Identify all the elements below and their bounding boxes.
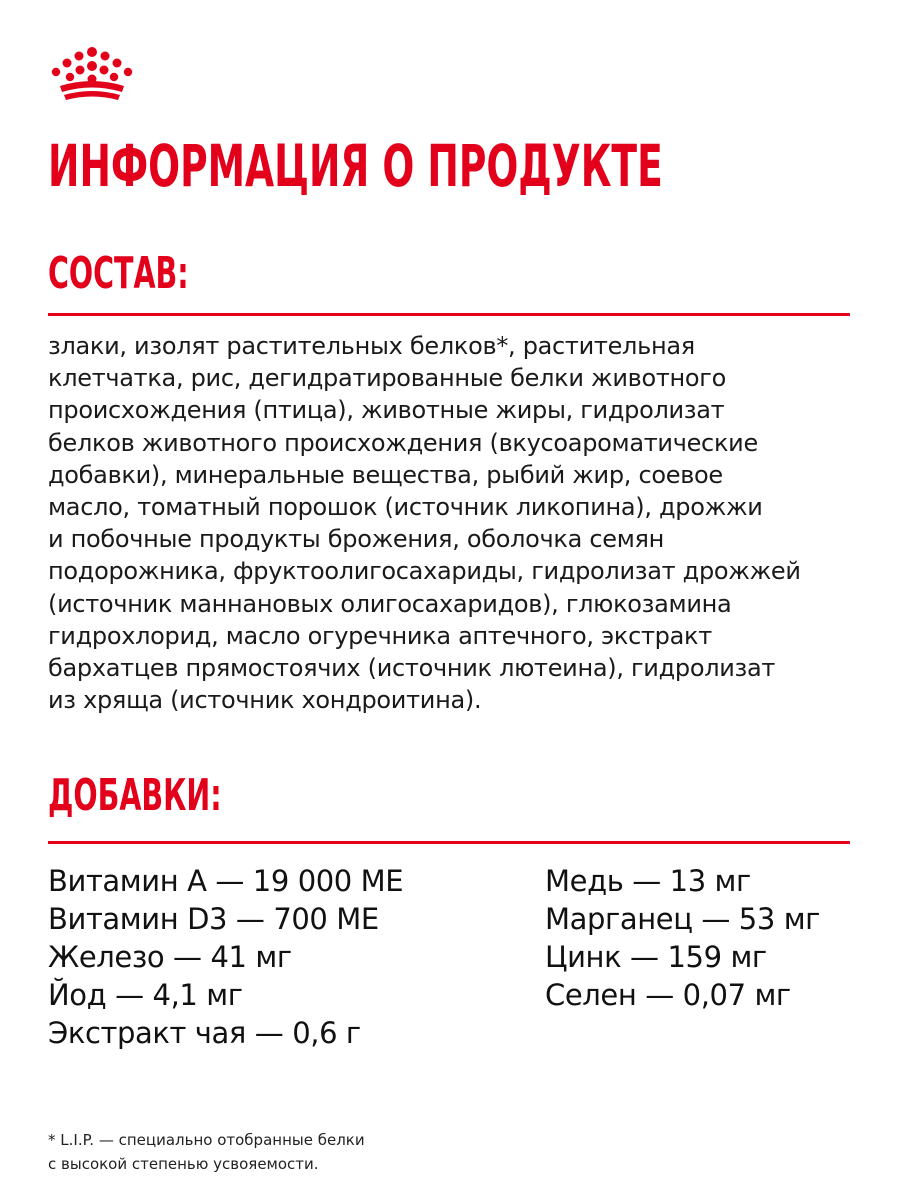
composition-heading: СОСТАВ:	[48, 248, 189, 299]
composition-line: и побочные продукты брожения, оболочка семян	[48, 525, 665, 554]
supplement-item: Витамин D3 — 700 МЕ	[48, 902, 379, 936]
supplement-item: Медь — 13 мг	[545, 864, 751, 898]
composition-line: злаки, изолят растительных белков*, растительная	[48, 332, 695, 360]
supplement-item: Йод — 4,1 мг	[48, 978, 243, 1012]
supplements-heading: ДОБАВКИ:	[48, 770, 222, 821]
composition-divider	[48, 313, 850, 316]
composition-line: масло, томатный порошок (источник ликопина), дрожжи	[48, 493, 763, 522]
page-title: ИНФОРМАЦИЯ О ПРОДУКТЕ	[48, 132, 663, 200]
footnote	[48, 1128, 365, 1176]
supplement-item: Цинк — 159 мг	[545, 940, 767, 974]
supplement-item: Экстракт чая — 0,6 г	[48, 1016, 361, 1050]
composition-text	[48, 330, 868, 716]
footnote-line: с высокой степенью усвояемости.	[48, 1155, 319, 1173]
composition-line: гидрохлорид, масло огуречника аптечного, экстракт	[48, 621, 712, 650]
composition-line: из хряща (источник хондроитина).	[48, 686, 482, 715]
footnote-line: * L.I.P. — специально отобранные белки	[48, 1131, 365, 1149]
supplement-item: Селен — 0,07 мг	[545, 978, 791, 1012]
supplements-right-list	[545, 862, 820, 1014]
composition-line: (источник маннановых олигосахаридов), глюкозамина	[48, 589, 732, 618]
composition-line: добавки), минеральные вещества, рыбий жир, соевое	[48, 460, 723, 489]
composition-line: происхождения (птица), животные жиры, гидролизат	[48, 396, 725, 425]
composition-line: бархатцев прямостоячих (источник лютеина), гидролизат	[48, 654, 776, 683]
composition-line: клетчатка, рис, дегидратированные белки животного	[48, 364, 726, 393]
supplement-item: Железо — 41 мг	[48, 940, 292, 974]
supplement-item: Марганец — 53 мг	[545, 902, 821, 936]
supplements-divider	[48, 841, 850, 844]
supplement-item: Витамин А — 19 000 МЕ	[48, 864, 404, 898]
crown-logo-icon	[46, 46, 138, 104]
supplements-left-list	[48, 862, 403, 1052]
composition-line: белков животного происхождения (вкусоароматические	[48, 428, 758, 457]
composition-line: подорожника, фруктоолигосахариды, гидролизат дрожжей	[48, 557, 801, 586]
